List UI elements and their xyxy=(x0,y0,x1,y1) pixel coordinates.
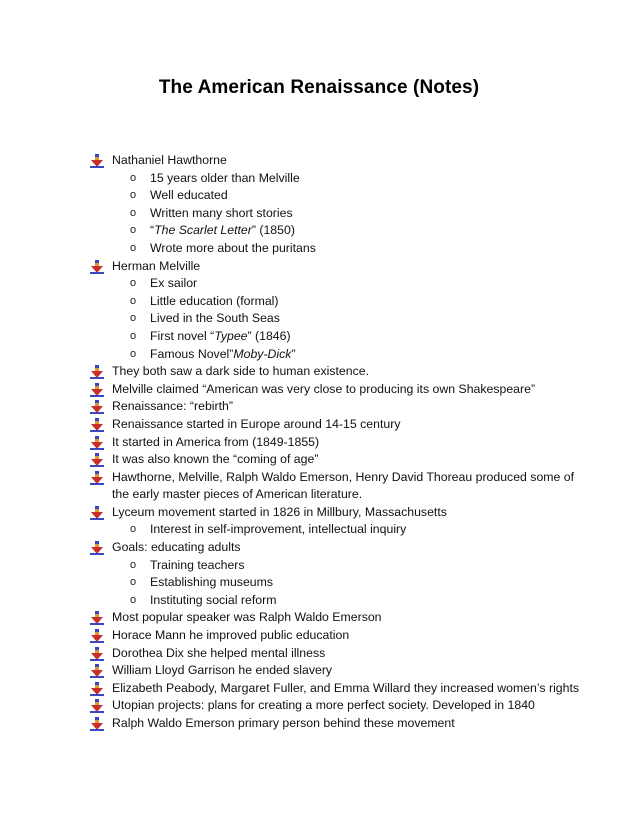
sub-list-item xyxy=(0,310,638,328)
notes-list xyxy=(0,152,638,733)
list-item-continuation xyxy=(0,486,638,504)
arrow-down-bullet-icon xyxy=(90,418,104,432)
arrow-down-bullet-icon xyxy=(90,260,104,274)
item-text: 15 years older than Melville xyxy=(150,170,300,185)
book-title: The Scarlet Letter xyxy=(154,223,252,238)
item-text: Hawthorne, Melville, Ralph Waldo Emerson, Henry David Thoreau produced some of xyxy=(112,469,575,484)
arrow-down-bullet-icon xyxy=(90,400,104,414)
item-text: Herman Melville xyxy=(112,258,201,273)
hollow-circle-bullet-icon: o xyxy=(130,224,137,237)
arrow-down-bullet-icon xyxy=(90,154,104,168)
book-title: Moby-Dick xyxy=(233,346,292,361)
list-item xyxy=(0,416,638,434)
list-item xyxy=(0,539,638,557)
item-text: Ex sailor xyxy=(150,276,198,291)
item-text: They both saw a dark side to human existence. xyxy=(112,364,370,379)
page-title: The American Renaissance (Notes) xyxy=(158,77,480,98)
item-text: William Lloyd Garrison he ended slavery xyxy=(112,663,333,678)
item-text: Melville claimed “American was very close to producing its own Shakespeare” xyxy=(112,381,536,396)
item-text: Elizabeth Peabody, Margaret Fuller, and Emma Willard they increased women’s rights xyxy=(112,680,580,695)
item-text: Lived in the South Seas xyxy=(150,311,280,326)
sub-list-item xyxy=(0,293,638,311)
item-text: Ralph Waldo Emerson primary person behind these movement xyxy=(112,716,455,730)
item-text: Little education (formal) xyxy=(150,293,279,308)
sub-list-item xyxy=(0,187,638,205)
hollow-circle-bullet-icon: o xyxy=(130,312,137,325)
list-item xyxy=(0,680,638,698)
item-text: Establishing museums xyxy=(150,575,274,590)
hollow-circle-bullet-icon: o xyxy=(130,576,137,589)
sub-list-item xyxy=(0,240,638,258)
item-text: Lyceum movement started in 1826 in Millbury, Massachusetts xyxy=(112,504,447,519)
item-text: Training teachers xyxy=(150,557,245,572)
arrow-down-bullet-icon xyxy=(90,541,104,555)
arrow-down-bullet-icon xyxy=(90,664,104,678)
item-text: Renaissance: “rebirth” xyxy=(112,399,233,414)
list-item xyxy=(0,381,638,399)
arrow-down-bullet-icon xyxy=(90,365,104,379)
item-text-post: ” (1846) xyxy=(247,328,291,343)
arrow-down-bullet-icon xyxy=(90,611,104,625)
arrow-down-bullet-icon xyxy=(90,629,104,643)
list-item xyxy=(0,645,638,663)
list-item xyxy=(0,627,638,645)
sub-list-item xyxy=(0,205,638,223)
item-text: Written many short stories xyxy=(150,205,293,220)
list-item xyxy=(0,662,638,680)
hollow-circle-bullet-icon: o xyxy=(130,277,137,290)
item-text-open: “ xyxy=(150,223,155,238)
hollow-circle-bullet-icon: o xyxy=(130,593,137,606)
arrow-down-bullet-icon xyxy=(90,471,104,485)
item-text: Well educated xyxy=(150,188,228,203)
item-text-pre: First novel “ xyxy=(150,328,215,343)
arrow-down-bullet-icon xyxy=(90,682,104,696)
item-text: Nathaniel Hawthorne xyxy=(112,153,227,167)
item-text: It started in America from (1849-1855) xyxy=(112,434,320,449)
list-item xyxy=(0,363,638,381)
list-item xyxy=(0,152,638,170)
sub-list-item xyxy=(0,275,638,293)
arrow-down-bullet-icon xyxy=(90,717,104,731)
item-text-pre: Famous Novel” xyxy=(150,346,234,361)
item-text: Most popular speaker was Ralph Waldo Emerson xyxy=(112,610,382,625)
item-text: Dorothea Dix she helped mental illness xyxy=(112,645,326,660)
list-item xyxy=(0,258,638,276)
item-text: Renaissance started in Europe around 14-15 century xyxy=(112,416,401,431)
arrow-down-bullet-icon xyxy=(90,383,104,397)
item-text: Wrote more about the puritans xyxy=(150,240,316,255)
sub-list-item xyxy=(0,574,638,592)
sub-list-item xyxy=(0,592,638,610)
arrow-down-bullet-icon xyxy=(90,453,104,467)
hollow-circle-bullet-icon: o xyxy=(130,206,137,219)
item-text: It was also known the “coming of age” xyxy=(112,452,319,467)
sub-list-item xyxy=(0,557,638,575)
sub-list-item xyxy=(0,222,638,240)
item-text-close: ” (1850) xyxy=(251,223,295,238)
list-item xyxy=(0,469,638,487)
hollow-circle-bullet-icon: o xyxy=(130,189,137,202)
sub-list-item xyxy=(0,521,638,539)
item-text: Horace Mann he improved public education xyxy=(112,628,350,643)
item-text: Goals: educating adults xyxy=(112,540,241,555)
list-item xyxy=(0,715,638,733)
list-item xyxy=(0,609,638,627)
list-item xyxy=(0,434,638,452)
sub-list-item xyxy=(0,328,638,346)
hollow-circle-bullet-icon: o xyxy=(130,329,137,342)
sub-list-item xyxy=(0,346,638,364)
hollow-circle-bullet-icon: o xyxy=(130,171,137,184)
list-item xyxy=(0,697,638,715)
arrow-down-bullet-icon xyxy=(90,647,104,661)
item-text-post: ” xyxy=(291,346,296,361)
item-text: Instituting social reform xyxy=(150,592,277,607)
arrow-down-bullet-icon xyxy=(90,436,104,450)
hollow-circle-bullet-icon: o xyxy=(130,347,137,360)
hollow-circle-bullet-icon: o xyxy=(130,294,137,307)
book-title: Typee xyxy=(214,328,248,343)
list-item xyxy=(0,398,638,416)
hollow-circle-bullet-icon: o xyxy=(130,558,137,571)
list-item xyxy=(0,451,638,469)
sub-list-item xyxy=(0,170,638,188)
list-item xyxy=(0,504,638,522)
item-text: Utopian projects: plans for creating a more perfect society. Developed in 1840 xyxy=(112,698,535,713)
item-text: Interest in self-improvement, intellectual inquiry xyxy=(150,522,407,537)
hollow-circle-bullet-icon: o xyxy=(130,241,137,254)
hollow-circle-bullet-icon: o xyxy=(130,523,137,536)
item-text: the early master pieces of American literature. xyxy=(112,487,363,502)
arrow-down-bullet-icon xyxy=(90,699,104,713)
arrow-down-bullet-icon xyxy=(90,506,104,520)
